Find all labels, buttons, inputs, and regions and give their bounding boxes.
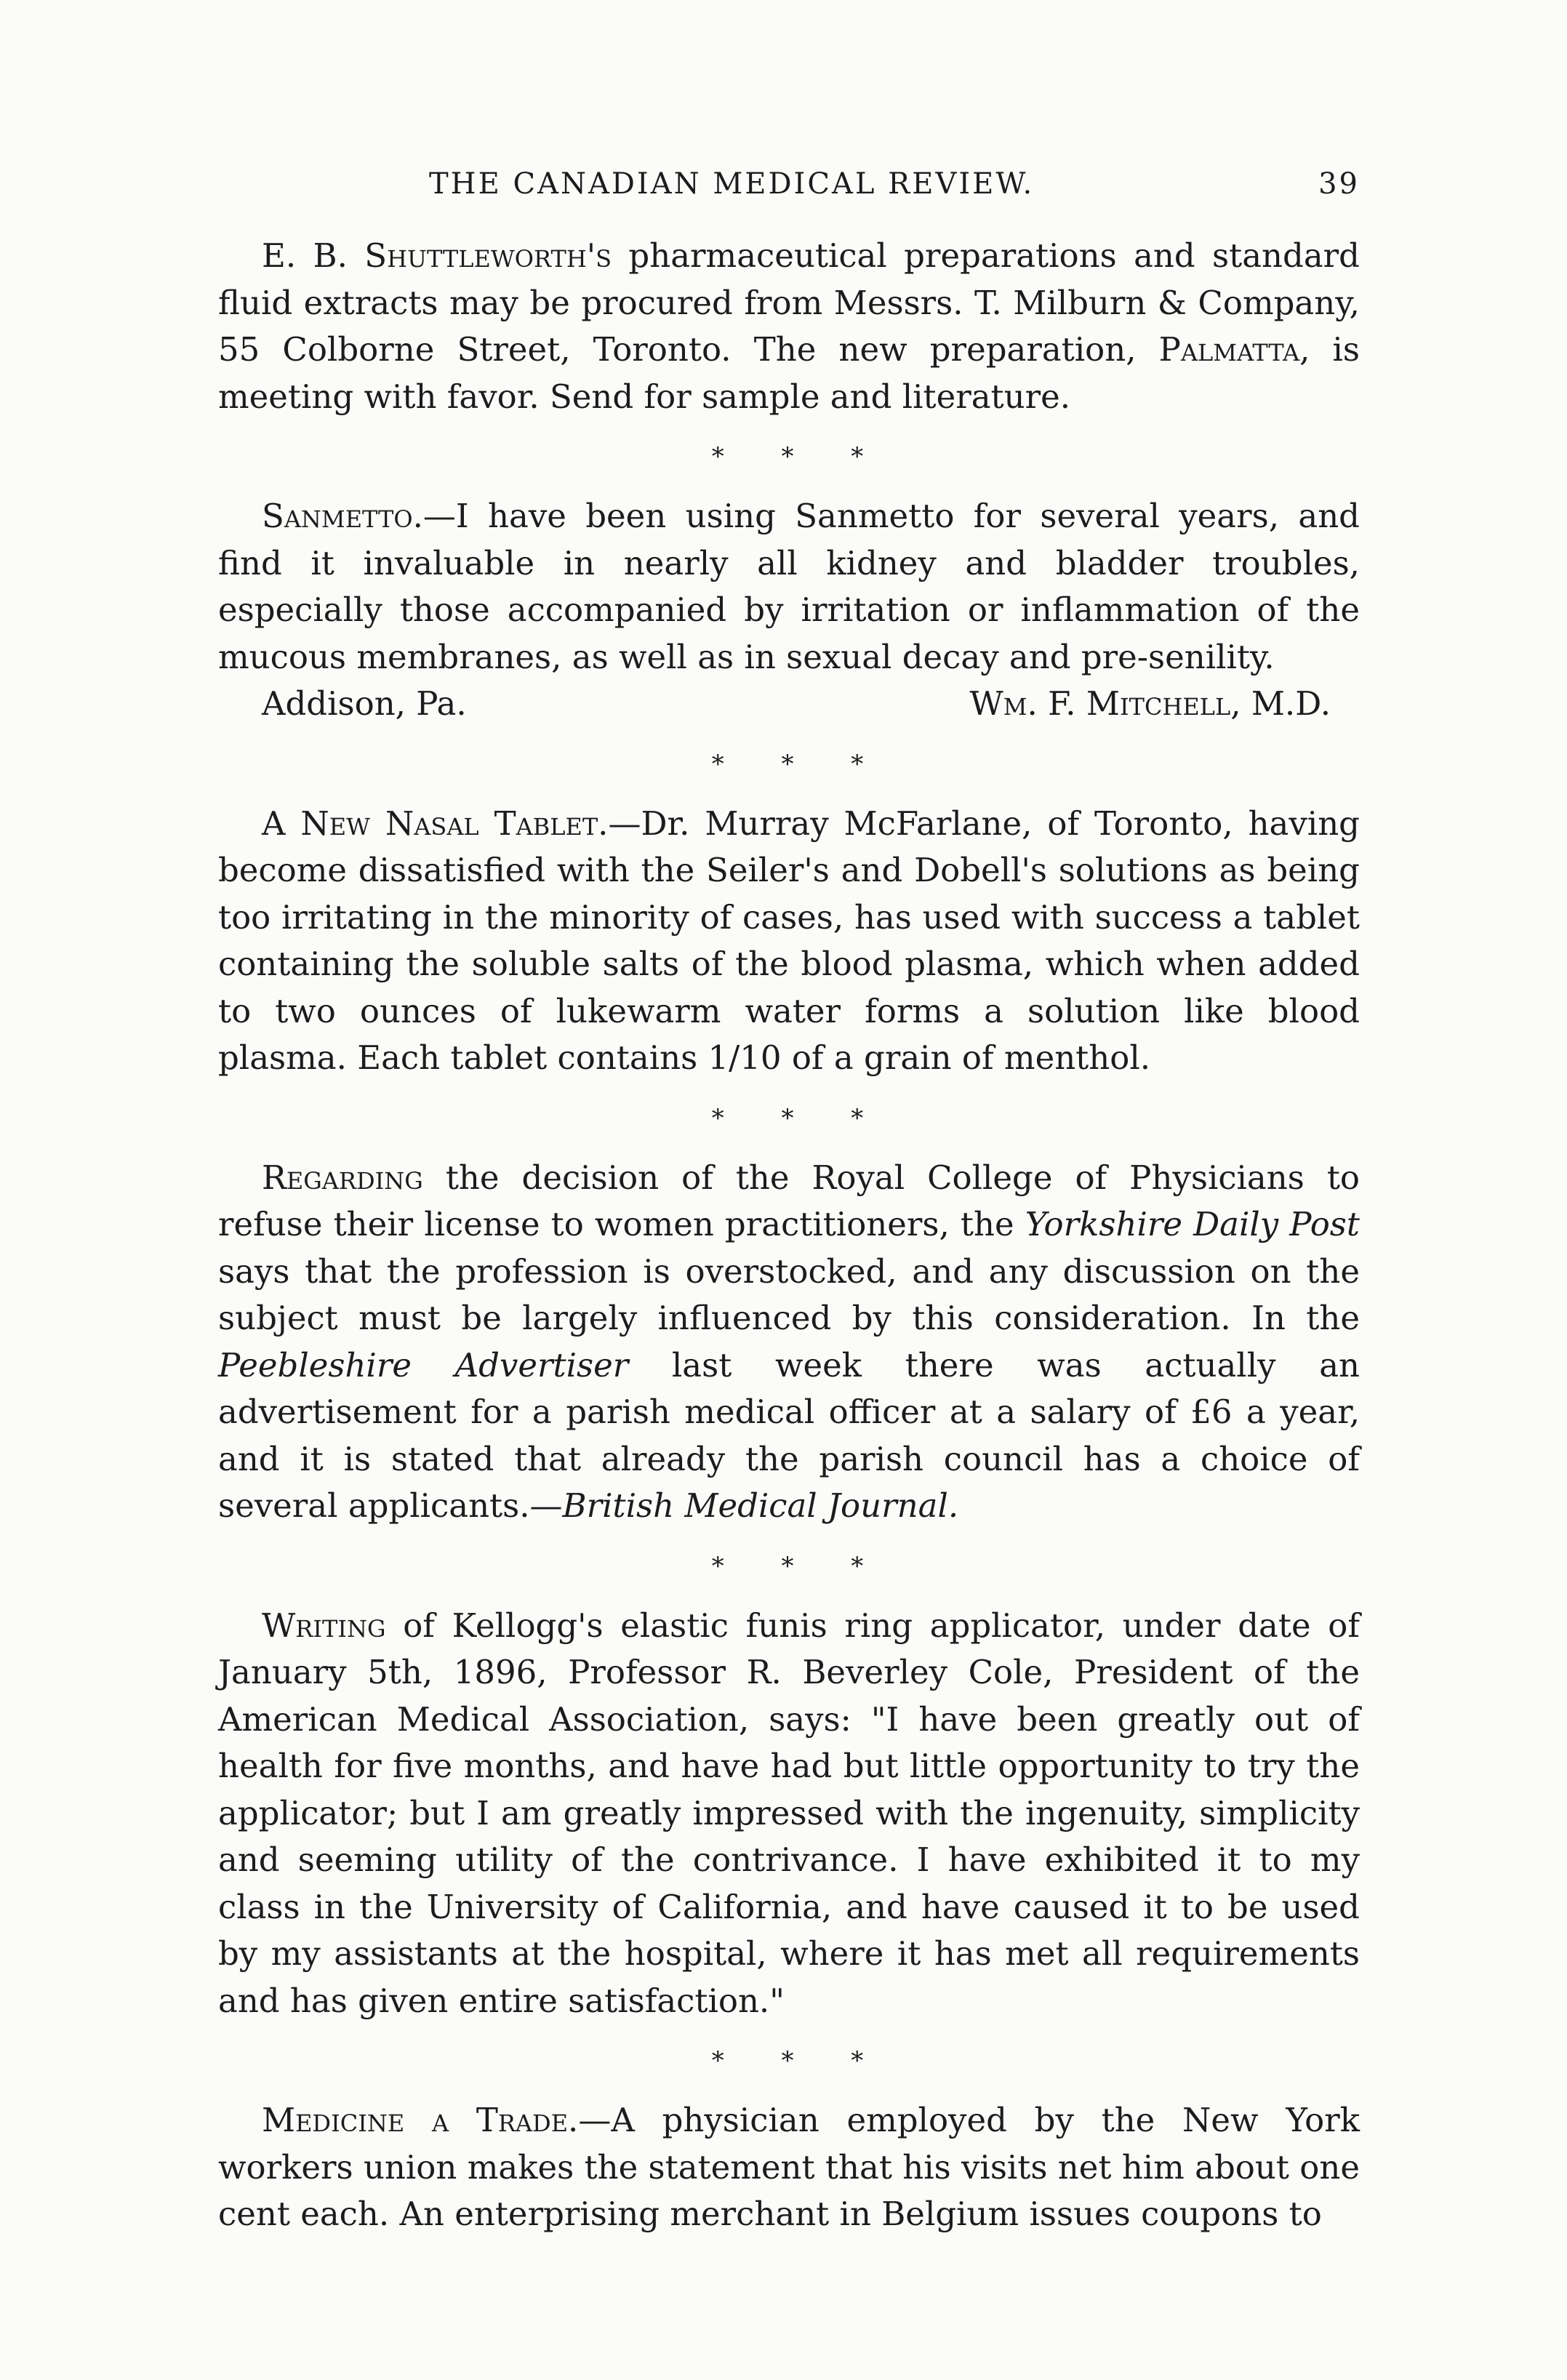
- article-text: last week there was actually an advertisement for a parish medical officer at a salary of £6 a year, and it is stated that already the parish council has a choice of several applicants.—: [218, 1345, 1360, 1525]
- article-medicine-trade: [218, 2097, 1360, 2238]
- page: [218, 167, 1360, 2238]
- article-lead: Sanmetto.: [262, 497, 423, 535]
- article-text: pharmaceutical preparations and standard fluid extracts may be procured from Messrs. T. Milburn & Company, 55 Colborne Street, Toronto. The new preparation,: [218, 236, 1360, 369]
- article-text: —A physician employed by the New York workers union makes the statement that his visits net him about one cent each. An enterprising merchant in Belgium issues coupons to: [218, 2101, 1360, 2233]
- section-separator: * * *: [711, 1551, 889, 1581]
- running-header: [218, 167, 1360, 201]
- article-sanmetto: [218, 493, 1360, 681]
- source-title: British Medical Journal.: [562, 1486, 959, 1525]
- section-separator: * * *: [711, 1103, 889, 1133]
- section-separator: * * *: [711, 749, 889, 779]
- article-lead: Writing: [262, 1606, 386, 1645]
- article-text: , is meeting with favor. Send for sample and literature.: [218, 330, 1360, 416]
- signature-name: Wm. F. Mitchell, M.D.: [969, 684, 1331, 723]
- article-kellogg: [218, 1603, 1360, 2025]
- article-text: of Kellogg's elastic funis ring applicator, under date of January 5th, 1896, Professor R. Beverley Cole, President of the American Medical Association, says: "I have been greatly out of health for five months, and have had but little opportunity to try the applicator; but I am greatly impressed with the ingenuity, simplicity and seeming utility of the contrivance. I have exhibited it to my class in the University of California, and have caused it to be used by my assistants at the hospital, where it has met all requirements and has given entire satisfaction.": [218, 1606, 1360, 2020]
- article-shuttleworth: [218, 233, 1360, 420]
- article-lead: Regarding: [262, 1158, 423, 1197]
- journal-title: THE CANADIAN MEDICAL REVIEW.: [429, 167, 1035, 201]
- article-lead: Medicine a Trade.: [262, 2101, 579, 2139]
- article-nasal-tablet: [218, 801, 1360, 1082]
- signature-place: Addison, Pa.: [262, 684, 467, 723]
- source-title: Yorkshire Daily Post: [1025, 1205, 1360, 1243]
- article-text: —I have been using Sanmetto for several years, and find it invaluable in nearly all kidney and bladder troubles, especially those accompanied by irritation or inflammation of the mucous membranes, as well as in sexual decay and pre-senility.: [218, 497, 1360, 676]
- section-separator: * * *: [711, 2046, 889, 2075]
- page-number: 39: [1318, 167, 1360, 201]
- source-title: Peebleshire Advertiser: [218, 1345, 629, 1385]
- product-name: Palmatta: [1158, 330, 1300, 369]
- signature-line: [218, 681, 1360, 728]
- section-separator: * * *: [711, 442, 889, 471]
- article-royal-college: [218, 1155, 1360, 1530]
- article-text: says that the profession is overstocked, and any discussion on the subject must be largely influenced by this consideration. In the: [218, 1251, 1360, 1337]
- article-lead: A New Nasal Tablet.: [262, 804, 609, 843]
- article-text: —Dr. Murray McFarlane, of Toronto, having become dissatisfied with the Seiler's and Dobell's solutions as being too irritating in the minority of cases, has used with success a tablet containing the soluble salts of the blood plasma, which when added to two ounces of lukewarm water forms a solution like blood plasma. Each tablet contains 1/10 of a grain of menthol.: [218, 804, 1360, 1077]
- article-text: the decision of the Royal College of Physicians to refuse their license to women practitioners, the: [218, 1158, 1360, 1243]
- article-lead: E. B. Shuttleworth's: [262, 236, 612, 275]
